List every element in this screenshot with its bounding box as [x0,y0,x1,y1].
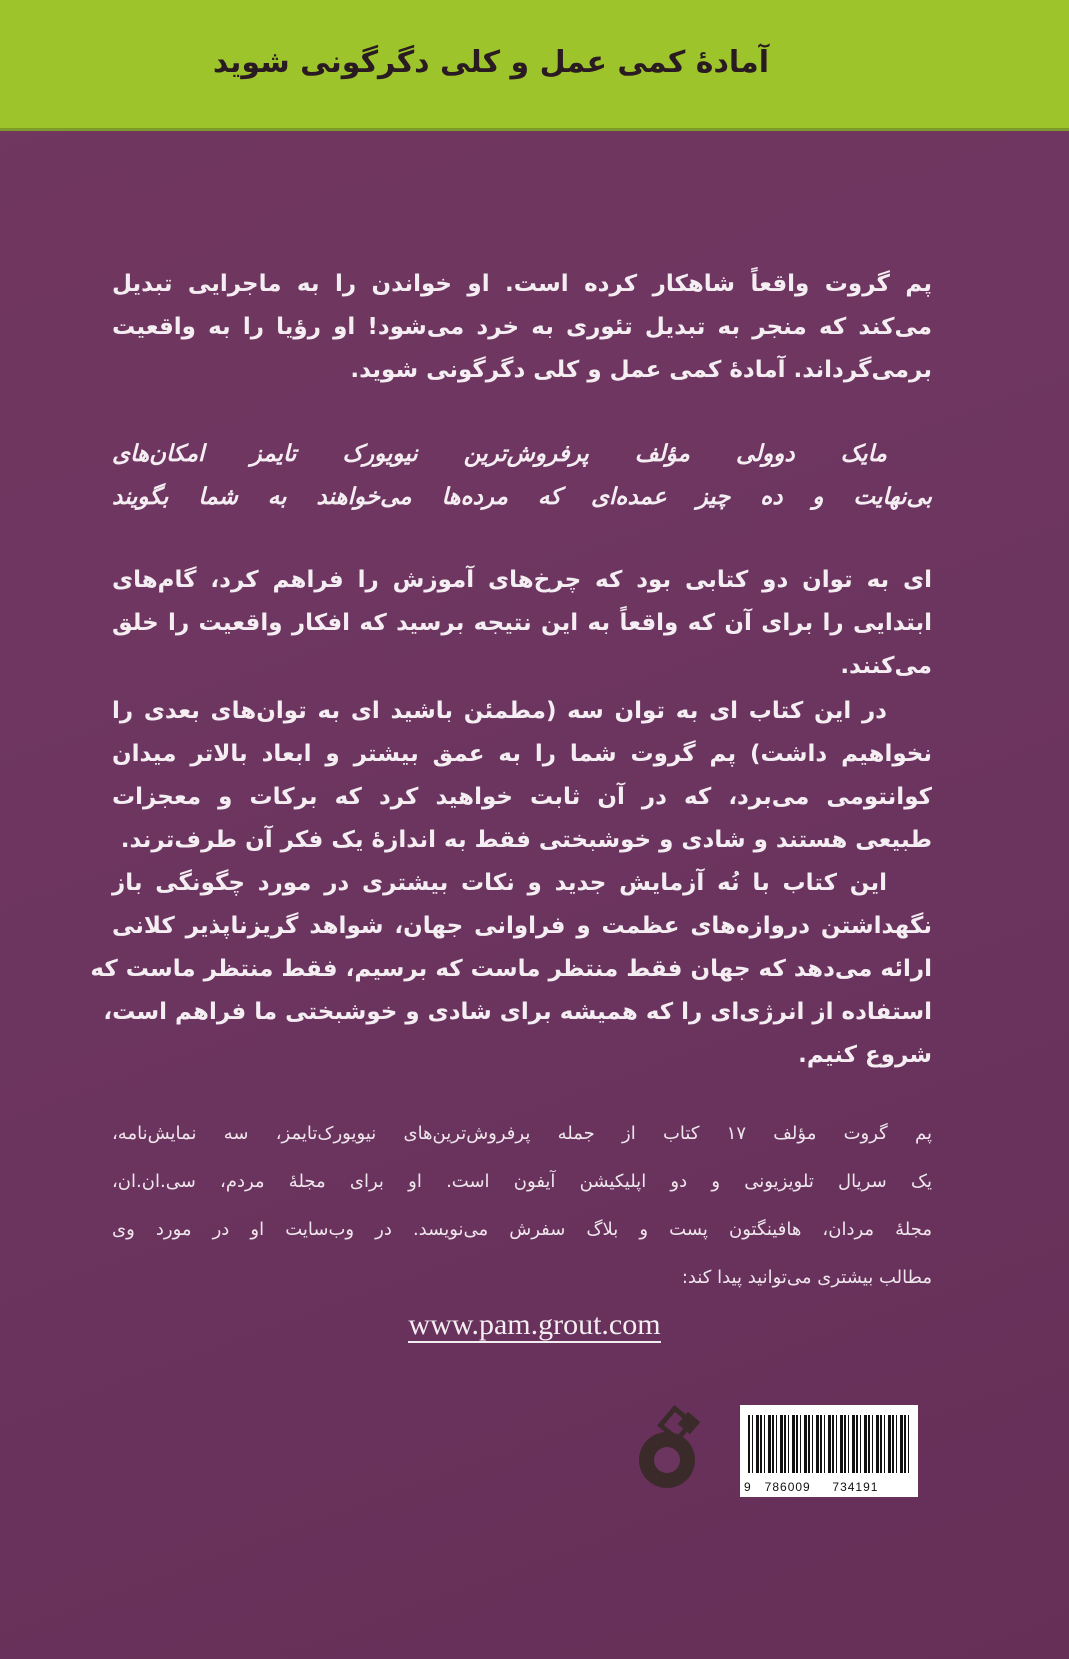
barcode-bars [748,1415,910,1473]
text-line: نخواهیم داشت) پم گروت شما را به عمق بیشتر و ابعاد بالاتر میدان [112,741,932,767]
text-line: پم گروت واقعاً شاهکار کرده است. او خواندن را به ماجرایی تبدیل [112,271,932,297]
title-band [0,0,1069,131]
isbn-barcode [740,1405,918,1497]
text-line: ابتدایی را برای آن که واقعاً به این نتیجه برسید که افکار واقعیت را خلق [112,610,932,636]
text-line: بی‌نهایت و ده چیز عمده‌ای که مرده‌ها می‌خواهند به شما بگویند [112,484,932,510]
text-line: یک سریال تلویزیونی و دو اپلیکیشن آیفون است. او برای مجلهٔ مردم، سی.ان.ان، [112,1171,932,1192]
blurb-attribution [112,433,932,519]
text-line: در این کتاب ای به توان سه (مطمئن باشید ای به توان‌های بعدی را [112,698,887,724]
author-website [0,1308,1069,1342]
text-line: نگهداشتن دروازه‌های عظمت و فراوانی جهان، شواهد گریزناپذیر کلانی [112,913,932,939]
blurb-quote [112,263,932,392]
barcode-number: 9 786009 734191 [744,1480,879,1494]
text-line: پم گروت مؤلف ۱۷ کتاب از جمله پرفروش‌ترین‌های نیویورک‌تایمز، سه نمایش‌نامه، [112,1123,932,1144]
website-link[interactable]: www.pam.grout.com [408,1308,661,1341]
text-line: مجلهٔ مردان، هافینگتون پست و بلاگ سفرش می‌نویسد. در وب‌سایت او در مورد وی [112,1219,932,1240]
text-line: می‌کنند. [840,653,932,679]
text-line: می‌کند که منجر به تبدیل تئوری به خرد می‌شود! او رؤیا را به واقعیت [112,314,932,340]
text-line: ارائه می‌دهد که جهان فقط منتظر ماست که برسیم، فقط منتظر ماست که [90,956,932,982]
publisher-logo [625,1405,715,1500]
text-line: برمی‌گرداند. آمادهٔ کمی عمل و کلی دگرگونی شوید. [350,357,932,383]
text-line: کوانتومی می‌برد، که در آن ثابت خواهید کرد که برکات و معجزات [112,784,932,810]
text-line: استفاده از انرژی‌ای را که همیشه برای شادی و خوشبختی ما فراهم است، [103,999,932,1025]
text-line: مایک دوولی مؤلف پرفروش‌ترین نیویورک تایمز امکان‌های [112,441,887,467]
text-line: این کتاب با نُه آزمایش جدید و نکات بیشتری در مورد چگونگی باز [112,870,887,896]
text-line: ای به توان دو کتابی بود که چرخ‌های آموزش را فراهم کرد، گام‌های [112,567,932,593]
author-bio [112,1110,932,1302]
cover-tagline: آمادهٔ کمی عمل و کلی دگرگونی شوید [212,45,769,80]
description-paragraph-3 [90,862,932,1077]
description-paragraph-1 [112,559,932,688]
text-line: مطالب بیشتری می‌توانید پیدا کند: [681,1267,932,1288]
text-line: شروع کنیم. [798,1042,932,1068]
text-line: طبیعی هستند و شادی و خوشبختی فقط به اندازهٔ یک فکر آن طرف‌ترند. [120,827,932,853]
description-paragraph-2 [112,690,932,862]
publisher-logo-icon [625,1405,715,1500]
